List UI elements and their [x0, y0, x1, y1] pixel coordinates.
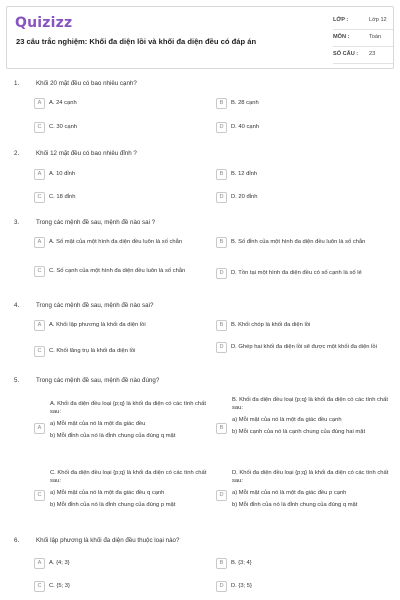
worksheet-header — [6, 6, 394, 69]
option-text: B. {3; 4} — [231, 560, 252, 566]
option-text: D. Tồn tại một hình đa diện đều có số cạnh là số lẻ — [231, 270, 362, 276]
option-text: A. Số mặt của một hình đa diện đều luôn là số chẵn — [49, 239, 183, 245]
meta-subject-value: Toán — [369, 34, 382, 40]
option-line: b) Mỗi cạnh của nó là cạnh chung của đúng hai mặt — [232, 429, 366, 435]
option-line: a) Mỗi mặt của nó là một đa giác đều q cạnh — [50, 490, 165, 496]
option-text: A. 24 cạnh — [49, 100, 77, 106]
option-text: D. 40 cạnh — [231, 124, 260, 130]
meta-divider — [333, 46, 393, 47]
option-letter: B — [216, 423, 227, 434]
option-text: A. {4; 3} — [49, 560, 70, 566]
option-letter: B — [216, 558, 227, 569]
option-line: A. Khối đa diện đều loại {p;q} là khối đa diện có các tính chất sau: — [50, 401, 206, 415]
question-number: 5. — [14, 377, 20, 384]
option-letter: D — [216, 268, 227, 279]
option-letter: C — [34, 490, 45, 501]
option-line: a) Mỗi mặt của nó là một đa giác đều p cạnh — [232, 490, 347, 496]
option-line: B. Khối đa diện đều loại {p;q} là khối đa diện có các tính chất sau: — [232, 397, 388, 411]
option-letter: B — [216, 320, 227, 331]
option-text: D. Ghép hai khối đa diện lồi sẽ được một khối đa diện lồi — [231, 344, 377, 350]
option-line: a) Mỗi mặt của nó là một đa giác đều cạnh — [232, 417, 342, 423]
option-letter: D — [216, 192, 227, 203]
question-text: Trong các mệnh đề sau, mệnh đề nào sai ? — [36, 219, 156, 226]
option-text: C. 18 đỉnh — [49, 194, 76, 200]
meta-divider — [333, 63, 393, 64]
option-line: b) Mỗi đỉnh của nó là đỉnh chung của đúng q mặt — [50, 433, 176, 439]
option-letter: D — [216, 490, 227, 501]
question-number: 4. — [14, 302, 20, 309]
option-line: b) Mỗi đỉnh của nó là đỉnh chung của đúng p mặt — [50, 502, 176, 508]
question-text: Trong các mệnh đề sau, mệnh đề nào sai? — [36, 302, 154, 309]
option-letter: A — [34, 169, 45, 180]
option-text — [232, 396, 392, 440]
meta-count-value: 23 — [369, 51, 376, 57]
meta-subject-label: MÔN : — [333, 34, 350, 40]
option-text: B. Khối chóp là khối đa diện lồi — [231, 322, 311, 328]
question-number: 3. — [14, 219, 20, 226]
question-text: Trong các mệnh đề sau, mệnh đề nào đúng? — [36, 377, 160, 384]
option-text: B. 28 cạnh — [231, 100, 259, 106]
option-text — [50, 400, 210, 444]
option-text: C. {5; 3} — [49, 583, 70, 589]
option-text: A. 10 đỉnh — [49, 171, 76, 177]
question-number: 2. — [14, 150, 20, 157]
quizizz-logo: Quizizz — [15, 15, 73, 31]
option-text — [232, 469, 392, 513]
question-text: Khối lập phương là khối đa diện đều thuộc loại nào? — [36, 537, 180, 544]
option-text: A. Khối lập phương là khối đa diện lồi — [49, 322, 146, 328]
option-letter: A — [34, 423, 45, 434]
option-letter: B — [216, 98, 227, 109]
option-text: B. 12 đỉnh — [231, 171, 258, 177]
question-number: 1. — [14, 80, 20, 87]
option-letter: B — [216, 237, 227, 248]
option-text: C. Khối lăng trụ là khối đa diện lồi — [49, 348, 136, 354]
meta-grade-label: LỚP : — [333, 17, 349, 23]
meta-divider — [333, 29, 393, 30]
option-letter: D — [216, 581, 227, 592]
option-text — [50, 469, 210, 513]
question-text: Khối 20 mặt đều có bao nhiêu cạnh? — [36, 80, 137, 87]
option-letter: C — [34, 581, 45, 592]
option-letter: A — [34, 237, 45, 248]
question-number: 6. — [14, 537, 20, 544]
option-text: D. {3; 5} — [231, 583, 252, 589]
option-letter: B — [216, 169, 227, 180]
option-letter: A — [34, 558, 45, 569]
option-line: D. Khối đa diện đều loại {p;q} là khối đa diện có các tính chất sau: — [232, 470, 389, 484]
option-letter: C — [34, 192, 45, 203]
option-letter: D — [216, 342, 227, 353]
option-letter: C — [34, 346, 45, 357]
meta-count-label: SỐ CÂU : — [333, 51, 359, 57]
option-line: b) Mỗi đỉnh của nó là đỉnh chung của đúng q mặt — [232, 502, 358, 508]
option-letter: C — [34, 266, 45, 277]
meta-grade-value: Lớp 12 — [369, 17, 387, 23]
option-line: C. Khối đa diện đều loại {p;q} là khối đa diện có các tính chất sau: — [50, 470, 207, 484]
option-letter: D — [216, 122, 227, 133]
option-text: B. Số đỉnh của một hình đa diện đều luôn là số chẵn — [231, 239, 366, 245]
page-title: 23 câu trắc nghiệm: Khối đa diện lồi và khối đa diện đều có đáp án — [16, 37, 257, 46]
option-letter: A — [34, 98, 45, 109]
option-text: D. 20 đỉnh — [231, 194, 258, 200]
option-letter: C — [34, 122, 45, 133]
option-line: a) Mỗi mặt của nó là một đa giác đều — [50, 421, 146, 427]
option-text: C. Số cạnh của một hình đa diện đều luôn là số chẵn — [49, 268, 186, 274]
option-letter: A — [34, 320, 45, 331]
question-text: Khối 12 mặt đều có bao nhiêu đỉnh ? — [36, 150, 137, 157]
option-text: C. 30 cạnh — [49, 124, 78, 130]
